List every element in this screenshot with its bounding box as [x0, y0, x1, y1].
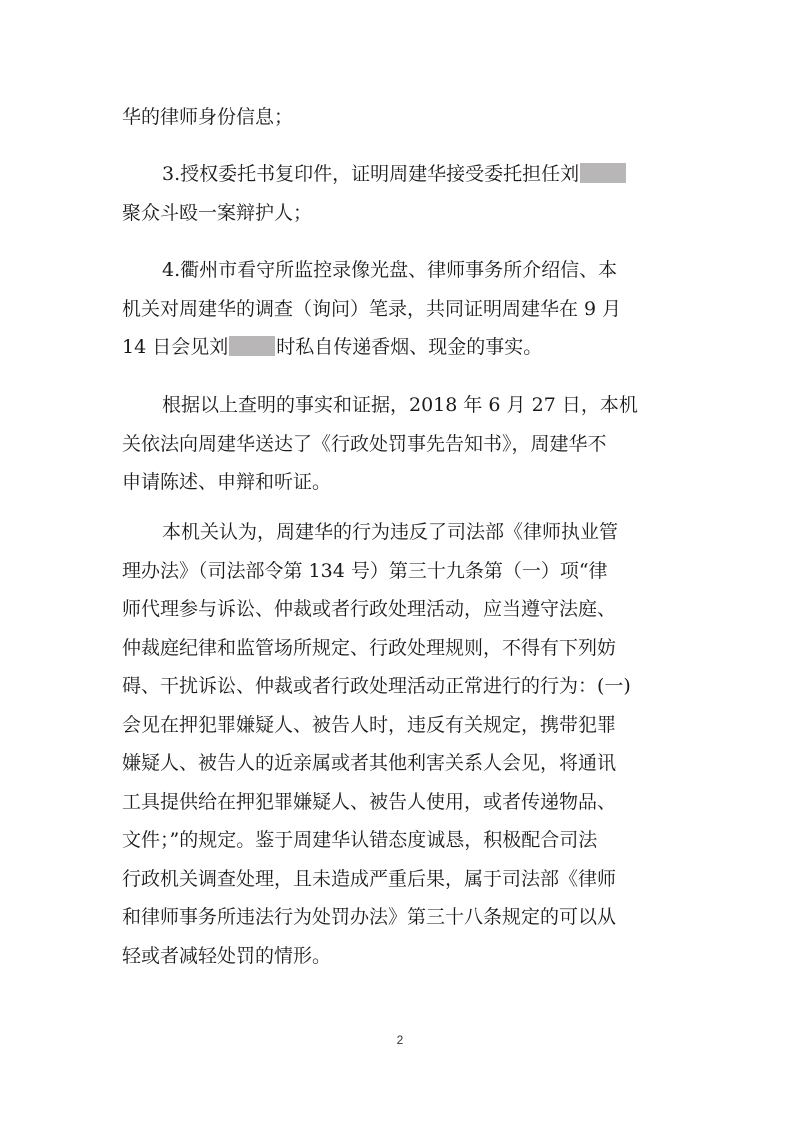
- text-line: 4.衢州市看守所监控录像光盘、律师事务所介绍信、本: [162, 259, 618, 281]
- text-line: 会见在押犯罪嫌疑人、被告人时，违反有关规定，携带犯罪: [122, 713, 617, 736]
- text-line: 申请陈述、申辩和听证。: [122, 471, 332, 493]
- text-line: [122, 328, 682, 367]
- text-line: [122, 155, 682, 194]
- text-line: 工具提供给在押犯罪嫌疑人、被告人使用，或者传递物品、: [122, 790, 617, 813]
- text-segment: 14 日会见刘: [122, 336, 229, 358]
- redaction-block: [229, 336, 275, 356]
- redaction-block: [580, 163, 626, 183]
- text-line: 聚众斗殴一案辩护人；: [122, 201, 313, 224]
- paragraph-4: [122, 513, 682, 975]
- text-segment: 3.授权委托书复印件，证明周建华接受委托担任刘: [162, 163, 580, 185]
- text-line: 嫌疑人、被告人的近亲属或者其他利害关系人会见，将通讯: [122, 752, 617, 774]
- text-line: 理办法》（司法部令第 134 号）第三十九条第（一）项“律: [122, 559, 608, 582]
- text-line: 轻或者减轻处罚的情形。: [122, 944, 332, 967]
- text-line: 本机关认为，周建华的行为违反了司法部《律师执业管: [162, 521, 619, 543]
- text-line: 碍、干扰诉讼、仲裁或者行政处理活动正常进行的行为：(一): [122, 675, 631, 697]
- paragraph-0: [122, 98, 682, 137]
- text-segment: 时私自传递香烟、现金的事实。: [276, 336, 543, 358]
- text-line: 华的律师身份信息；: [122, 106, 294, 128]
- text-line: 行政机关调查处理，且未造成严重后果，属于司法部《律师: [122, 867, 617, 890]
- text-line: 文件；”的规定。鉴于周建华认错态度诚恳，积极配合司法: [122, 829, 598, 851]
- text-line: 仲裁庭纪律和监管场所规定、行政处理规则，不得有下列妨: [122, 636, 617, 659]
- text-line: 关依法向周建华送达了《行政处罚事先告知书》，周建华不: [122, 432, 607, 455]
- text-line: 和律师事务所违法行为处罚办法》第三十八条规定的可以从: [122, 906, 617, 928]
- text-line: 机关对周建华的调查（询问）笔录，共同证明周建华在 9 月: [122, 297, 622, 320]
- text-line: 根据以上查明的事实和证据，2018 年 6 月 27 日，本机: [162, 394, 638, 416]
- paragraph-1: [122, 155, 682, 232]
- paragraph-3: [122, 386, 682, 502]
- text-line: 师代理参与诉讼、仲裁或者行政处理活动，应当遵守法庭、: [122, 598, 617, 620]
- paragraph-2: [122, 251, 682, 367]
- page-number: 2: [396, 1033, 404, 1047]
